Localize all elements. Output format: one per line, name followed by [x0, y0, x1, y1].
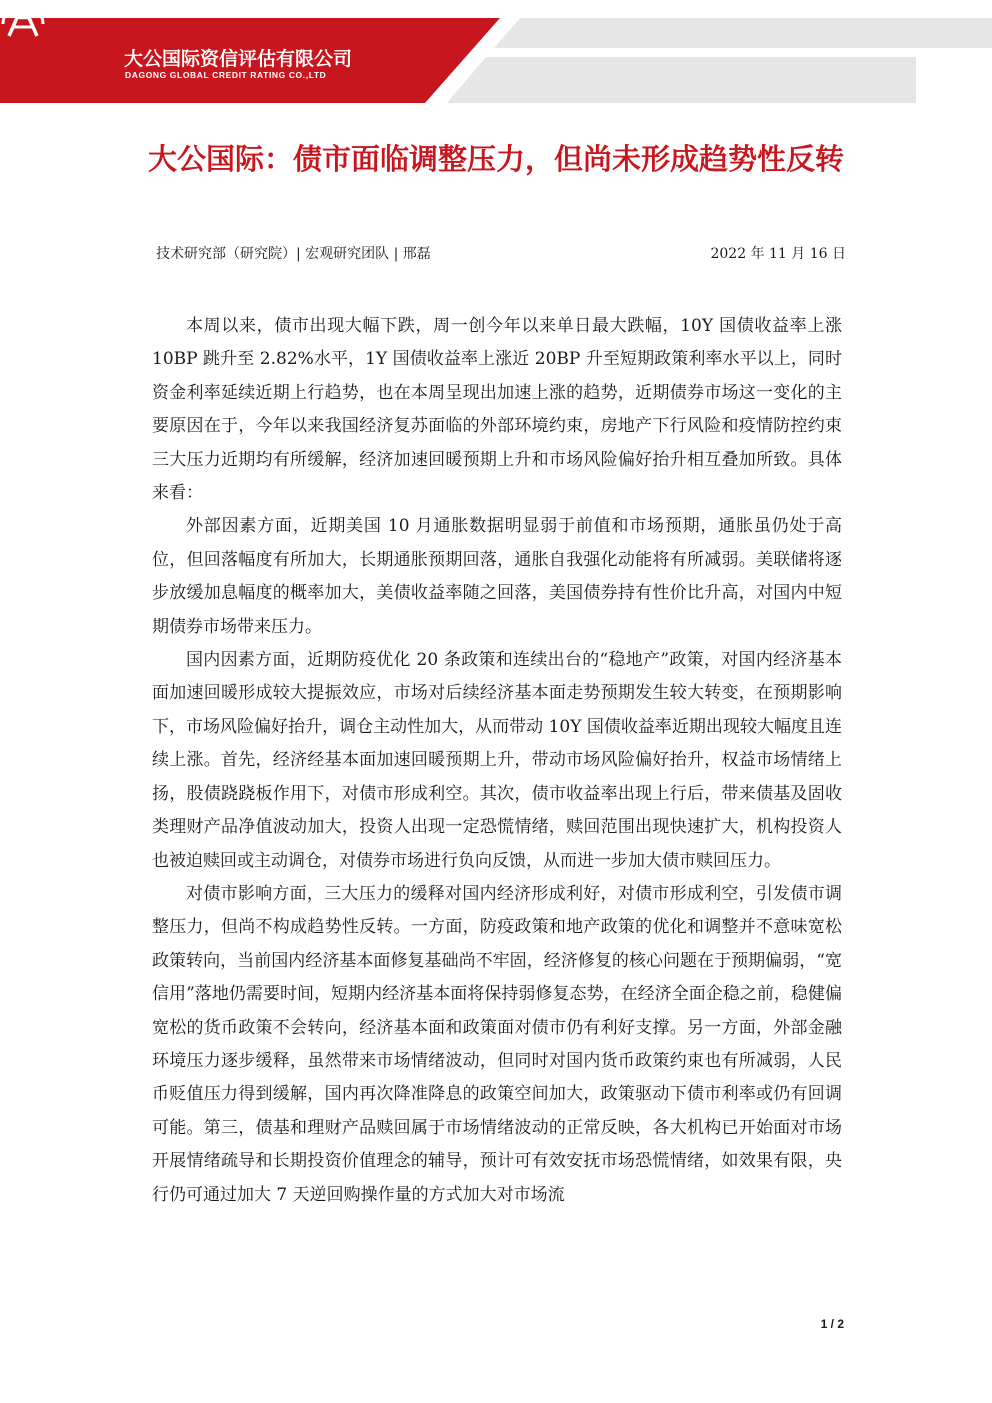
- article-title: 大公国际：债市面临调整压力，但尚未形成趋势性反转: [147, 142, 844, 176]
- paragraph-intro: 本周以来，债市出现大幅下跌，周一创今年以来单日最大跌幅，10Y 国债收益率上涨 10BP 跳升至 2.82%水平，1Y 国债收益率上涨近 20BP 升至短期政策利率水平以上，同时资金利率延续近期上行趋势，也在本周呈现出加速上涨的趋势，近期债券市场这一变化的主要原因在于，今年以来我国经济复苏面临的外部环境约束，房地产下行风险和疫情防控约束三大压力近期均有所缓解，经济加速回暖预期上升和市场风险偏好抬升相互叠加所致。具体来看：: [152, 316, 842, 504]
- dagong-logo-icon: [0, 0, 46, 40]
- company-name-en: DAGONG GLOBAL CREDIT RATING CO.,LTD: [125, 70, 327, 80]
- page-header: [0, 0, 992, 110]
- paragraph-impact: 对债市影响方面，三大压力的缓释对国内经济形成利好，对债市形成利空，引发债市调整压力，但尚不构成趋势性反转。一方面，防疫政策和地产政策的优化和调整并不意味宽松政策转向，当前国内经济基本面修复基础尚不牢固，经济修复的核心问题在于预期偏弱，“宽信用”落地仍需要时间，短期内经济基本面将保持弱修复态势，在经济全面企稳之前，稳健偏宽松的货币政策不会转向，经济基本面和政策面对债市仍有利好支撑。另一方面，外部金融环境压力逐步缓释，虽然带来市场情绪波动，但同时对国内货币政策约束也有所减弱，人民币贬值压力得到缓解，国内再次降准降息的政策空间加大，政策驱动下债市利率或仍有回调可能。第三，债基和理财产品赎回属于市场情绪波动的正常反映，各大机构已开始面对市场开展情绪疏导和长期投资价值理念的辅导，预计可有效安抚市场恐慌情绪，如效果有限，央行仍可通过加大 7 天逆回购操作量的方式加大对市场流: [152, 883, 842, 1205]
- company-name-cn: 大公国际资信评估有限公司: [124, 48, 353, 70]
- publish-date: 2022 年 11 月 16 日: [710, 246, 846, 262]
- byline-row: [156, 243, 846, 265]
- author-line: 技术研究部（研究院）| 宏观研究团队 | 邢磊: [156, 246, 431, 262]
- article-body: [152, 310, 842, 1212]
- header-gray-band-top: [494, 18, 992, 48]
- paragraph-external: 外部因素方面，近期美国 10 月通胀数据明显弱于前值和市场预期，通胀虽仍处于高位，但回落幅度有所加大，长期通胀预期回落，通胀自我强化动能将有所减弱。美联储将逐步放缓加息幅度的概率加大，美债收益率随之回落，美国债券持有性价比升高，对国内中短期债券市场带来压力。: [152, 516, 842, 637]
- paragraph-domestic: 国内因素方面，近期防疫优化 20 条政策和连续出台的“稳地产”政策，对国内经济基本面加速回暖形成较大提振效应，市场对后续经济基本面走势预期发生较大转变，在预期影响下，市场风险偏好抬升，调仓主动性加大，从而带动 10Y 国债收益率近期出现较大幅度且连续上涨。首先，经济经基本面加速回暖预期上升，带动市场风险偏好抬升，权益市场情绪上扬，股债跷跷板作用下，对债市形成利空。其次，债市收益率出现上行后，带来债基及固收类理财产品净值波动加大，投资人出现一定恐慌情绪，赎回范围出现快速扩大，机构投资人也被迫赎回或主动调仓，对债券市场进行负向反馈，从而进一步加大债市赎回压力。: [152, 650, 842, 871]
- header-gray-band-bottom: [447, 57, 916, 103]
- page-number: 1 / 2: [820, 1317, 844, 1331]
